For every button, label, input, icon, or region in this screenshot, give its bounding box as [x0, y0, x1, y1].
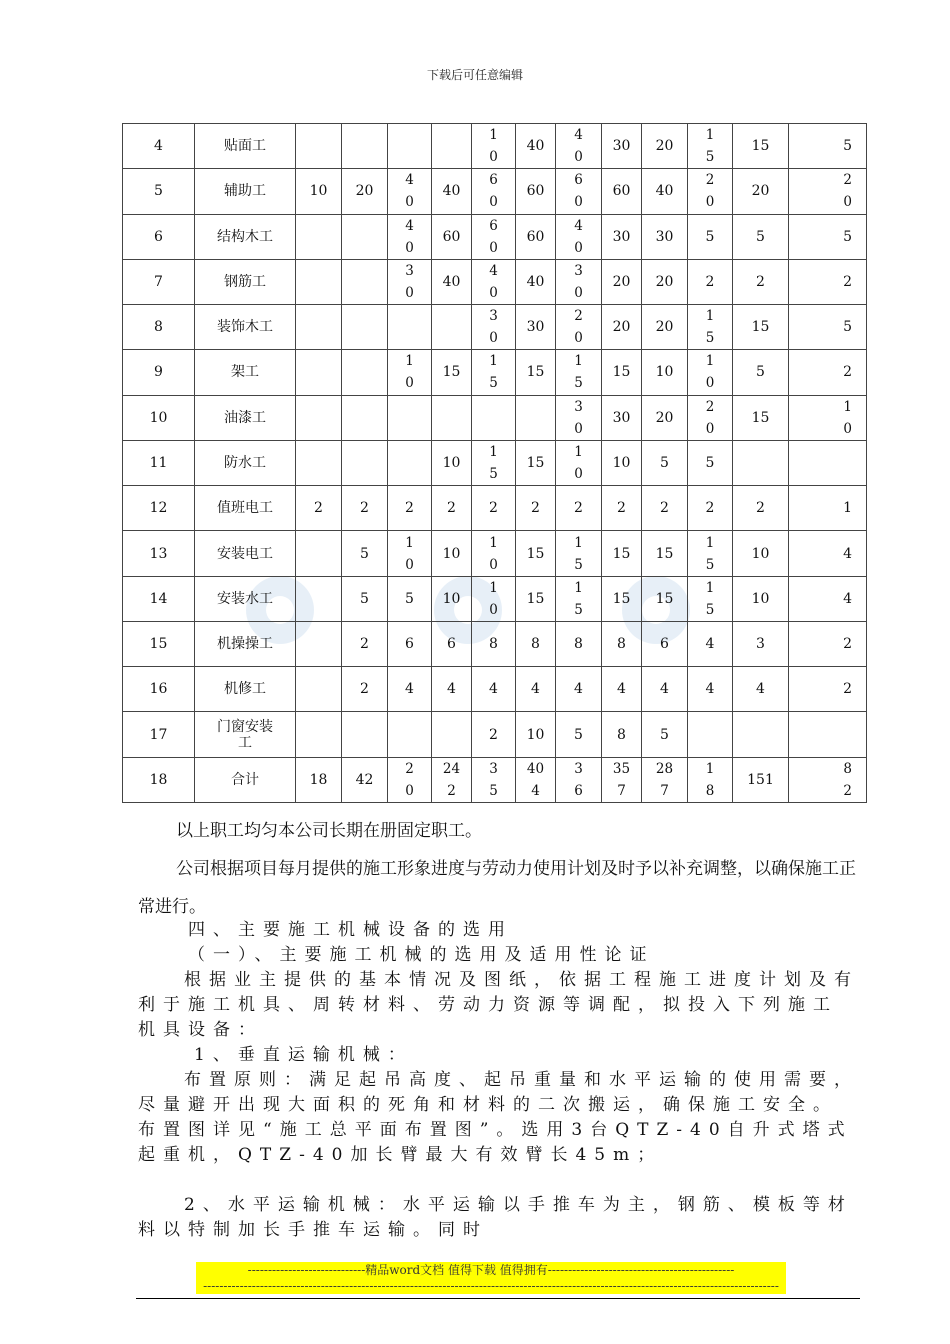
- worker-count-cell: 15: [733, 305, 789, 350]
- worker-count-cell: 30: [602, 214, 642, 259]
- worker-count-cell: [342, 305, 388, 350]
- trade-name: 油漆工: [195, 395, 296, 440]
- item-2-paragraph: [138, 1193, 860, 1243]
- worker-count-cell: 2 0: [688, 395, 733, 440]
- footer-banner-line-2: ----------------------------------------------------------------------------------------------------------------------------------------------: [203, 1279, 779, 1293]
- row-number: 7: [123, 259, 195, 304]
- worker-count-cell: 4 0: [556, 214, 602, 259]
- worker-count-cell: 5: [733, 350, 789, 395]
- footer-rule: [136, 1298, 860, 1299]
- worker-count-cell: 30: [602, 124, 642, 169]
- footer-banner: [196, 1262, 786, 1294]
- table-row: [123, 621, 867, 666]
- table-row: [123, 667, 867, 712]
- row-number: 16: [123, 667, 195, 712]
- worker-count-cell: 10: [602, 440, 642, 485]
- trade-name: 装饰木工: [195, 305, 296, 350]
- worker-count-cell: 4: [556, 667, 602, 712]
- worker-count-cell: 4 0: [388, 169, 432, 214]
- worker-count-cell: 1 0: [789, 395, 867, 440]
- worker-count-cell: 5: [789, 124, 867, 169]
- worker-count-cell: [432, 305, 472, 350]
- worker-count-cell: 2: [733, 259, 789, 304]
- row-number: 9: [123, 350, 195, 395]
- row-number: 12: [123, 486, 195, 531]
- worker-count-cell: 1 5: [688, 576, 733, 621]
- worker-count-cell: 30: [642, 214, 688, 259]
- worker-count-cell: 60: [432, 214, 472, 259]
- row-number: 15: [123, 621, 195, 666]
- trade-name: 架工: [195, 350, 296, 395]
- item-1-title: 1、垂直运输机械：: [194, 1045, 413, 1065]
- worker-count-cell: 2: [556, 486, 602, 531]
- worker-count-cell: 28 7: [642, 757, 688, 802]
- row-number: 5: [123, 169, 195, 214]
- worker-count-cell: [296, 305, 342, 350]
- worker-count-cell: 15: [602, 576, 642, 621]
- worker-count-cell: 15: [602, 531, 642, 576]
- worker-count-cell: 4: [642, 667, 688, 712]
- worker-count-cell: [342, 440, 388, 485]
- worker-count-cell: [789, 440, 867, 485]
- worker-count-cell: 20: [642, 124, 688, 169]
- row-number: 13: [123, 531, 195, 576]
- table-row: [123, 214, 867, 259]
- trade-name: 安装水工: [195, 576, 296, 621]
- table-row: [123, 757, 867, 802]
- worker-count-cell: 2: [516, 486, 556, 531]
- worker-count-cell: [388, 305, 432, 350]
- worker-count-cell: 5: [342, 531, 388, 576]
- worker-count-cell: [342, 214, 388, 259]
- worker-count-cell: 4: [472, 667, 516, 712]
- worker-count-cell: 20: [733, 169, 789, 214]
- worker-count-cell: [296, 621, 342, 666]
- worker-count-cell: 2: [688, 486, 733, 531]
- item-1-paragraph-text: 布置原则：满足起吊高度、起吊重量和水平运输的使用需要，尽量避开出现大面积的死角和材料的二次搬运，确保施工安全。布置图详见“施工总平面布置图”。选用3台QTZ-40自升式塔式起重机，QTZ-40加长臂最大有效臂长45m；: [138, 1070, 859, 1165]
- worker-count-cell: [296, 214, 342, 259]
- worker-count-cell: 10: [516, 712, 556, 757]
- worker-count-cell: 4: [733, 667, 789, 712]
- worker-count-cell: 15: [602, 350, 642, 395]
- worker-count-cell: 1 8: [688, 757, 733, 802]
- worker-count-cell: [388, 124, 432, 169]
- worker-count-cell: 1 5: [472, 440, 516, 485]
- worker-count-cell: 10: [432, 440, 472, 485]
- row-number: 11: [123, 440, 195, 485]
- section-4-title: 四、主要施工机械设备的选用: [188, 920, 513, 940]
- worker-count-cell: 20: [642, 305, 688, 350]
- worker-count-cell: 1 5: [688, 124, 733, 169]
- table-row: [123, 486, 867, 531]
- worker-count-cell: 2 0: [388, 757, 432, 802]
- worker-count-cell: 1 0: [388, 531, 432, 576]
- worker-count-cell: 5: [642, 440, 688, 485]
- worker-count-cell: 10: [642, 350, 688, 395]
- worker-count-cell: 40 4: [516, 757, 556, 802]
- worker-count-cell: [388, 395, 432, 440]
- table-row: [123, 712, 867, 757]
- worker-count-cell: 2: [789, 667, 867, 712]
- worker-count-cell: [342, 395, 388, 440]
- worker-count-cell: 3 6: [556, 757, 602, 802]
- table-row: [123, 259, 867, 304]
- row-number: 14: [123, 576, 195, 621]
- worker-count-cell: [688, 712, 733, 757]
- worker-count-cell: 30: [602, 395, 642, 440]
- worker-count-cell: 5: [688, 214, 733, 259]
- worker-count-cell: 15: [516, 531, 556, 576]
- worker-count-cell: 60: [602, 169, 642, 214]
- trade-name: 合计: [195, 757, 296, 802]
- worker-count-cell: [296, 259, 342, 304]
- paragraph-adjustment-text: 公司根据项目每月提供的施工形象进度与劳动力使用计划及时予以补充调整，以确保施工正常进行。: [138, 859, 856, 917]
- worker-count-cell: 1 0: [472, 531, 516, 576]
- worker-count-cell: 20: [602, 259, 642, 304]
- worker-count-cell: [296, 531, 342, 576]
- worker-count-cell: 4 0: [556, 124, 602, 169]
- worker-count-cell: [388, 712, 432, 757]
- labor-table: [122, 123, 867, 803]
- worker-count-cell: 2: [342, 667, 388, 712]
- worker-count-cell: 2: [789, 350, 867, 395]
- worker-count-cell: 5: [556, 712, 602, 757]
- worker-count-cell: 40: [642, 169, 688, 214]
- worker-count-cell: 1 5: [688, 305, 733, 350]
- worker-count-cell: [388, 440, 432, 485]
- worker-count-cell: 5: [642, 712, 688, 757]
- trade-name: 钢筋工: [195, 259, 296, 304]
- worker-count-cell: 8: [516, 621, 556, 666]
- table-row: [123, 531, 867, 576]
- worker-count-cell: 1 5: [688, 531, 733, 576]
- worker-count-cell: 15: [516, 350, 556, 395]
- worker-count-cell: [296, 440, 342, 485]
- worker-count-cell: 2: [342, 486, 388, 531]
- table-row: [123, 440, 867, 485]
- worker-count-cell: [296, 395, 342, 440]
- worker-count-cell: [342, 350, 388, 395]
- worker-count-cell: 1 5: [556, 531, 602, 576]
- worker-count-cell: 4: [789, 531, 867, 576]
- item-1-paragraph: [138, 1068, 860, 1168]
- worker-count-cell: 8: [556, 621, 602, 666]
- worker-count-cell: 2: [472, 486, 516, 531]
- worker-count-cell: [733, 712, 789, 757]
- worker-count-cell: 1 5: [556, 350, 602, 395]
- worker-count-cell: 5: [789, 214, 867, 259]
- worker-count-cell: 2: [789, 621, 867, 666]
- worker-count-cell: 1: [789, 486, 867, 531]
- worker-count-cell: 10: [432, 576, 472, 621]
- worker-count-cell: 15: [516, 576, 556, 621]
- worker-count-cell: 8: [602, 621, 642, 666]
- worker-count-cell: 15: [432, 350, 472, 395]
- worker-count-cell: 1 0: [472, 124, 516, 169]
- worker-count-cell: 15: [642, 531, 688, 576]
- worker-count-cell: 2 0: [688, 169, 733, 214]
- worker-count-cell: 5: [789, 305, 867, 350]
- worker-count-cell: 3 0: [556, 259, 602, 304]
- worker-count-cell: 2: [602, 486, 642, 531]
- worker-count-cell: 60: [516, 214, 556, 259]
- worker-count-cell: [296, 124, 342, 169]
- worker-count-cell: 151: [733, 757, 789, 802]
- paragraph-adjustment: [138, 850, 860, 926]
- worker-count-cell: 2 0: [789, 169, 867, 214]
- worker-count-cell: 3: [733, 621, 789, 666]
- worker-count-cell: 3 5: [472, 757, 516, 802]
- worker-count-cell: 6 0: [472, 169, 516, 214]
- worker-count-cell: 18: [296, 757, 342, 802]
- worker-count-cell: 6: [642, 621, 688, 666]
- worker-count-cell: 15: [516, 440, 556, 485]
- worker-count-cell: 1 0: [688, 350, 733, 395]
- worker-count-cell: [342, 124, 388, 169]
- worker-count-cell: 2: [789, 259, 867, 304]
- table-row: [123, 305, 867, 350]
- worker-count-cell: 8: [602, 712, 642, 757]
- worker-count-cell: 35 7: [602, 757, 642, 802]
- worker-count-cell: 10: [733, 531, 789, 576]
- worker-count-cell: 6 0: [556, 169, 602, 214]
- trade-name: 防水工: [195, 440, 296, 485]
- worker-count-cell: 4: [789, 576, 867, 621]
- worker-count-cell: 42: [342, 757, 388, 802]
- worker-count-cell: [472, 395, 516, 440]
- worker-count-cell: 15: [733, 395, 789, 440]
- worker-count-cell: 2: [472, 712, 516, 757]
- worker-count-cell: 2: [642, 486, 688, 531]
- worker-count-cell: [432, 124, 472, 169]
- worker-count-cell: 20: [342, 169, 388, 214]
- worker-count-cell: [789, 712, 867, 757]
- worker-count-cell: 3 0: [472, 305, 516, 350]
- worker-count-cell: 15: [642, 576, 688, 621]
- worker-count-cell: 1 5: [472, 350, 516, 395]
- worker-count-cell: 40: [516, 259, 556, 304]
- trade-name: 辅助工: [195, 169, 296, 214]
- table-row: [123, 576, 867, 621]
- worker-count-cell: 40: [516, 124, 556, 169]
- worker-count-cell: [342, 259, 388, 304]
- worker-count-cell: 2: [296, 486, 342, 531]
- worker-count-cell: 24 2: [432, 757, 472, 802]
- worker-count-cell: [432, 712, 472, 757]
- table-row: [123, 350, 867, 395]
- section-4-1-title: （一）、主要施工机械的选用及适用性论证: [188, 945, 655, 965]
- worker-count-cell: 10: [432, 531, 472, 576]
- worker-count-cell: 4: [432, 667, 472, 712]
- worker-count-cell: 5: [688, 440, 733, 485]
- trade-name: 门窗安装 工: [195, 712, 296, 757]
- worker-count-cell: 4: [388, 667, 432, 712]
- worker-count-cell: 5: [733, 214, 789, 259]
- worker-count-cell: 2: [388, 486, 432, 531]
- worker-count-cell: 10: [296, 169, 342, 214]
- worker-count-cell: 60: [516, 169, 556, 214]
- worker-count-cell: 2 0: [556, 305, 602, 350]
- row-number: 6: [123, 214, 195, 259]
- worker-count-cell: 4: [688, 667, 733, 712]
- worker-count-cell: [296, 576, 342, 621]
- worker-count-cell: [296, 712, 342, 757]
- worker-count-cell: 5: [342, 576, 388, 621]
- worker-count-cell: 4 0: [388, 214, 432, 259]
- worker-count-cell: 3 0: [556, 395, 602, 440]
- worker-count-cell: 6: [432, 621, 472, 666]
- worker-count-cell: [733, 440, 789, 485]
- table-row: [123, 124, 867, 169]
- paragraph-staff-note: 以上职工均匀本公司长期在册固定职工。: [176, 821, 482, 841]
- worker-count-cell: [342, 712, 388, 757]
- worker-count-cell: 10: [733, 576, 789, 621]
- worker-count-cell: 8: [472, 621, 516, 666]
- worker-count-cell: 4: [688, 621, 733, 666]
- worker-count-cell: 40: [432, 169, 472, 214]
- worker-count-cell: 1 5: [556, 576, 602, 621]
- row-number: 18: [123, 757, 195, 802]
- worker-count-cell: 30: [516, 305, 556, 350]
- worker-count-cell: [296, 667, 342, 712]
- trade-name: 贴面工: [195, 124, 296, 169]
- worker-count-cell: [296, 350, 342, 395]
- footer-banner-line-1: -----------------------------精品word文档 值得下载 值得拥有----------------------------------------------: [247, 1263, 735, 1277]
- item-2-paragraph-text: 2、水平运输机械：水平运输以手推车为主，钢筋、模板等材料以特制加长手推车运输。同时: [138, 1195, 853, 1240]
- intro-paragraph: [138, 968, 860, 1043]
- worker-count-cell: 4: [516, 667, 556, 712]
- worker-count-cell: [516, 395, 556, 440]
- table-row: [123, 395, 867, 440]
- worker-count-cell: 2: [688, 259, 733, 304]
- row-number: 8: [123, 305, 195, 350]
- intro-paragraph-text: 根据业主提供的基本情况及图纸，依据工程施工进度计划及有利于施工机具、周转材料、劳动力资源等调配，拟投入下列施工机具设备：: [138, 970, 859, 1040]
- worker-count-cell: 1 0: [472, 576, 516, 621]
- table-row: [123, 169, 867, 214]
- worker-count-cell: 2: [342, 621, 388, 666]
- header-note: 下载后可任意编辑: [426, 68, 523, 82]
- worker-count-cell: 5: [388, 576, 432, 621]
- row-number: 17: [123, 712, 195, 757]
- worker-count-cell: 2: [733, 486, 789, 531]
- worker-count-cell: 1 0: [556, 440, 602, 485]
- worker-count-cell: 20: [642, 259, 688, 304]
- trade-name: 值班电工: [195, 486, 296, 531]
- worker-count-cell: 15: [733, 124, 789, 169]
- worker-count-cell: 40: [432, 259, 472, 304]
- worker-count-cell: 20: [642, 395, 688, 440]
- worker-count-cell: 1 0: [388, 350, 432, 395]
- worker-count-cell: 6: [388, 621, 432, 666]
- trade-name: 机修工: [195, 667, 296, 712]
- trade-name: 结构木工: [195, 214, 296, 259]
- worker-count-cell: 4: [602, 667, 642, 712]
- row-number: 10: [123, 395, 195, 440]
- worker-count-cell: 20: [602, 305, 642, 350]
- trade-name: 机操操工: [195, 621, 296, 666]
- worker-count-cell: 3 0: [388, 259, 432, 304]
- worker-count-cell: 4 0: [472, 259, 516, 304]
- row-number: 4: [123, 124, 195, 169]
- worker-count-cell: [432, 395, 472, 440]
- worker-count-cell: 2: [432, 486, 472, 531]
- worker-count-cell: 8 2: [789, 757, 867, 802]
- trade-name: 安装电工: [195, 531, 296, 576]
- worker-count-cell: 6 0: [472, 214, 516, 259]
